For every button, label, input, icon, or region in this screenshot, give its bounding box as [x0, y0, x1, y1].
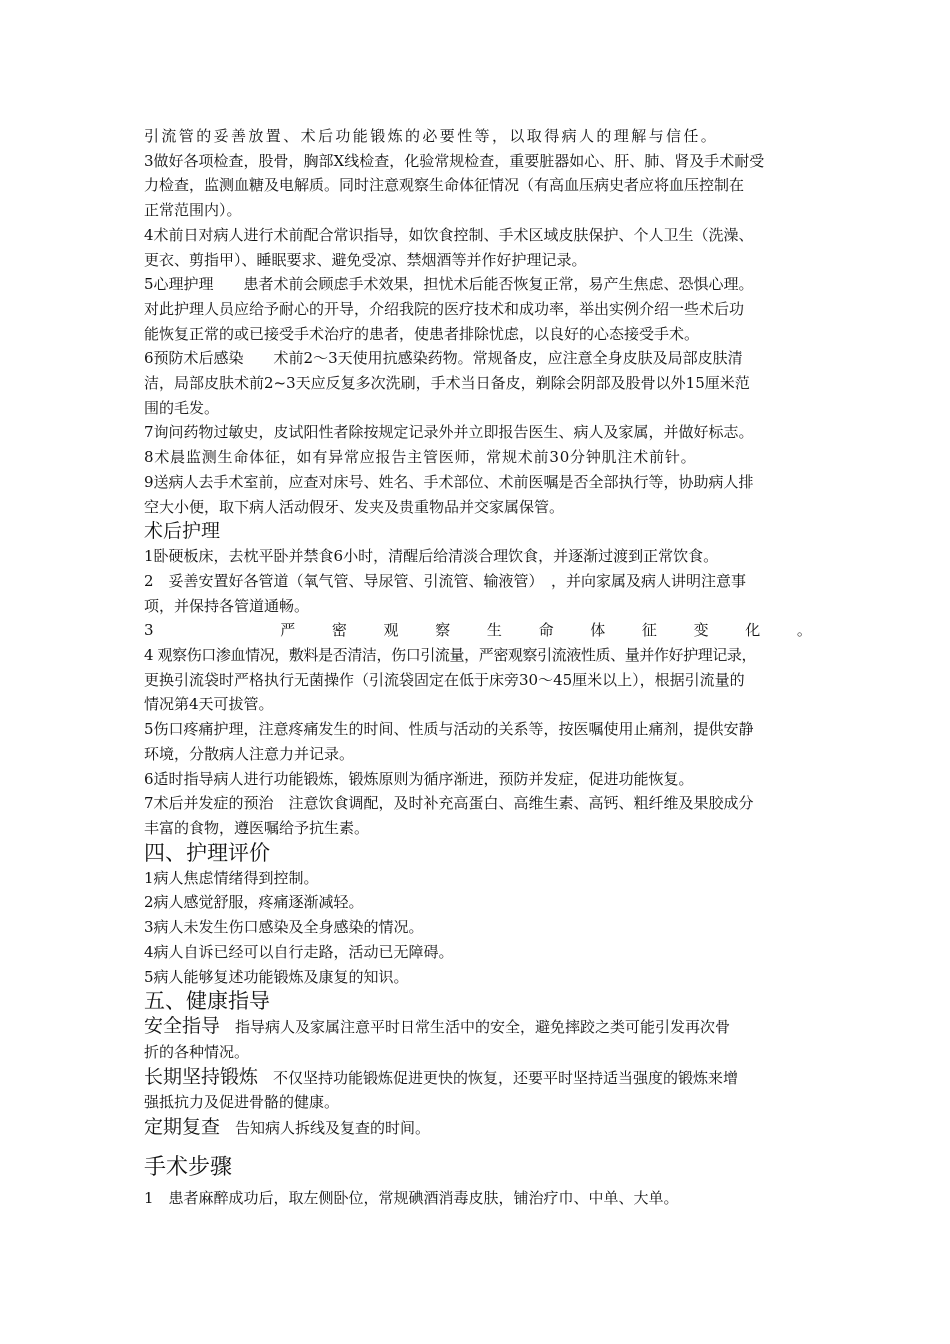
- line-char: 密: [331, 621, 347, 640]
- guidance-subheading: 定期复查: [144, 1116, 221, 1139]
- paragraph-line: 空大小便，取下病人活动假牙、发夹及贵重物品并交家属保管。: [144, 497, 565, 516]
- guidance-subheading: 长期坚持锻炼: [144, 1065, 259, 1088]
- document-body: [144, 124, 812, 1210]
- paragraph-line: 1 患者麻醉成功后，取左侧卧位，常规碘酒消毒皮肤，铺治疗巾、中单、大单。: [144, 1188, 679, 1207]
- paragraph-line: 6适时指导病人进行功能锻炼，锻炼原则为循序渐进，预防并发症，促进功能恢复。: [144, 769, 694, 788]
- section-heading: 术后护理: [144, 520, 221, 543]
- line-char: 体: [590, 621, 606, 640]
- paragraph-line: 1卧硬板床，去枕平卧并禁食6小时，清醒后给清淡合理饮食，并逐渐过渡到正常饮食。: [144, 547, 719, 566]
- paragraph-line: 9送病人去手术室前，应查对床号、姓名、手术部位、术前医嘱是否全部执行等，协助病人排: [144, 472, 754, 491]
- guidance-item: [144, 1115, 812, 1141]
- section-heading: 手术步骤: [144, 1154, 233, 1180]
- line-char: 命: [538, 621, 554, 640]
- paragraph-line: 环境，分散病人注意力并记录。: [144, 744, 355, 763]
- paragraph-line: 2 妥善安置好各管道（氧气管、导尿管、引流管、输液管） ，并向家属及病人讲明注意事: [144, 571, 747, 590]
- guidance-subheading: 安全指导: [144, 1015, 221, 1038]
- paragraph-line: 3病人未发生伤口感染及全身感染的情况。: [144, 918, 424, 937]
- paragraph-line: 对此护理人员应给予耐心的开导，介绍我院的医疗技术和成功率，举出实例介绍一些术后功: [144, 299, 745, 318]
- paragraph-line: 强抵抗力及促进骨骼的健康。: [144, 1093, 340, 1112]
- evaluation-section: [144, 841, 812, 990]
- line-char: 3: [144, 621, 154, 640]
- line-char: 生: [486, 621, 502, 640]
- paragraph-line: 项，并保持各管道通畅。: [144, 596, 310, 615]
- paragraph-line: 更衣、剪指甲）、睡眠要求、避免受凉、禁烟酒等并作好护理记录。: [144, 250, 587, 269]
- paragraph-line: 丰富的食物，遵医嘱给予抗生素。: [144, 818, 370, 837]
- guidance-section: [144, 989, 812, 1141]
- paragraph-line: 2病人感觉舒服，疼痛逐渐减轻。: [144, 893, 364, 912]
- paragraph-line: 情况第4天可拔管。: [144, 695, 274, 714]
- line-char: 变: [693, 621, 709, 640]
- paragraph-line: 能恢复正常的或已接受手术治疗的患者，使患者排除忧虑，以良好的心态接受手术。: [144, 324, 700, 343]
- line-char: 征: [641, 621, 657, 640]
- line-char: 。: [796, 621, 812, 640]
- postop-section: [144, 519, 812, 840]
- paragraph-line: 折的各种情况。: [144, 1042, 250, 1061]
- paragraph-line: 引流管的妥善放置、术后功能锻炼的必要性等，以取得病人的理解与信任。: [144, 127, 719, 145]
- guidance-text: 指导病人及家属注意平时日常生活中的安全，避免摔跤之类可能引发再次骨: [220, 1018, 731, 1037]
- justified-line: [144, 618, 812, 643]
- line-char: 察: [435, 621, 451, 640]
- paragraph-line: 4 观察伤口渗血情况，敷料是否清洁，伤口引流量，严密观察引流液性质、量并作好护理记录，: [144, 646, 757, 665]
- paragraph-line: 6预防术后感染 术前2～3天使用抗感染药物。常规备皮，应注意全身皮肤及局部皮肤清: [144, 349, 743, 368]
- line-char: 观: [383, 621, 399, 640]
- guidance-item: [144, 1065, 812, 1091]
- paragraph-line: 8术晨监测生命体征，如有异常应报告主管医师，常规术前30分钟肌注术前针。: [144, 448, 697, 467]
- section-heading: 五、健康指导: [144, 989, 270, 1014]
- paragraph-line: 1病人焦虑情绪得到控制。: [144, 868, 319, 887]
- steps-section: [144, 1155, 812, 1211]
- paragraph-line: 5心理护理 患者术前会顾虑手术效果，担忧术后能否恢复正常，易产生焦虑、恐惧心理。: [144, 275, 754, 294]
- paragraph-line: 正常范围内）。: [144, 201, 242, 220]
- guidance-item: [144, 1014, 812, 1040]
- preop-section: [144, 124, 812, 519]
- line-char: 严: [280, 621, 296, 640]
- paragraph-line: 7术后并发症的预治 注意饮食调配，及时补充高蛋白、高维生素、高钙、粗纤维及果胶成分: [144, 794, 754, 813]
- paragraph-line: 围的毛发。: [144, 398, 220, 417]
- paragraph-line: 力检查，监测血糖及电解质。同时注意观察生命体征情况（有高血压病史者应将血压控制在: [144, 176, 745, 195]
- paragraph-line: 3做好各项检查，股骨，胸部X线检查，化验常规检查，重要脏器如心、肝、肺、肾及手术耐受: [144, 151, 765, 170]
- paragraph-line: 洁，局部皮肤术前2~3天应反复多次洗刷，手术当日备皮，剃除会阴部及股骨以外15厘米范: [144, 374, 750, 393]
- paragraph-line: 7询问药物过敏史，皮试阳性者除按规定记录外并立即报告医生、病人及家属，并做好标志。: [144, 423, 754, 442]
- paragraph-line: 更换引流袋时严格执行无菌操作（引流袋固定在低于床旁30～45厘米以上），根据引流量的: [144, 670, 745, 689]
- paragraph-line: 5病人能够复述功能锻炼及康复的知识。: [144, 967, 409, 986]
- guidance-text: 告知病人拆线及复查的时间。: [220, 1119, 431, 1138]
- guidance-text: 不仅坚持功能锻炼促进更快的恢复，还要平时坚持适当强度的锻炼来增: [258, 1068, 739, 1087]
- paragraph-line: 4术前日对病人进行术前配合常识指导，如饮食控制、手术区域皮肤保护、个人卫生（洗澡、: [144, 225, 754, 244]
- paragraph-line: 4病人自诉已经可以自行走路，活动已无障碍。: [144, 942, 454, 961]
- section-heading: 四、护理评价: [144, 840, 270, 865]
- paragraph-line: 5伤口疼痛护理，注意疼痛发生的时间、性质与活动的关系等，按医嘱使用止痛剂，提供安静: [144, 720, 754, 739]
- line-char: 化: [745, 621, 761, 640]
